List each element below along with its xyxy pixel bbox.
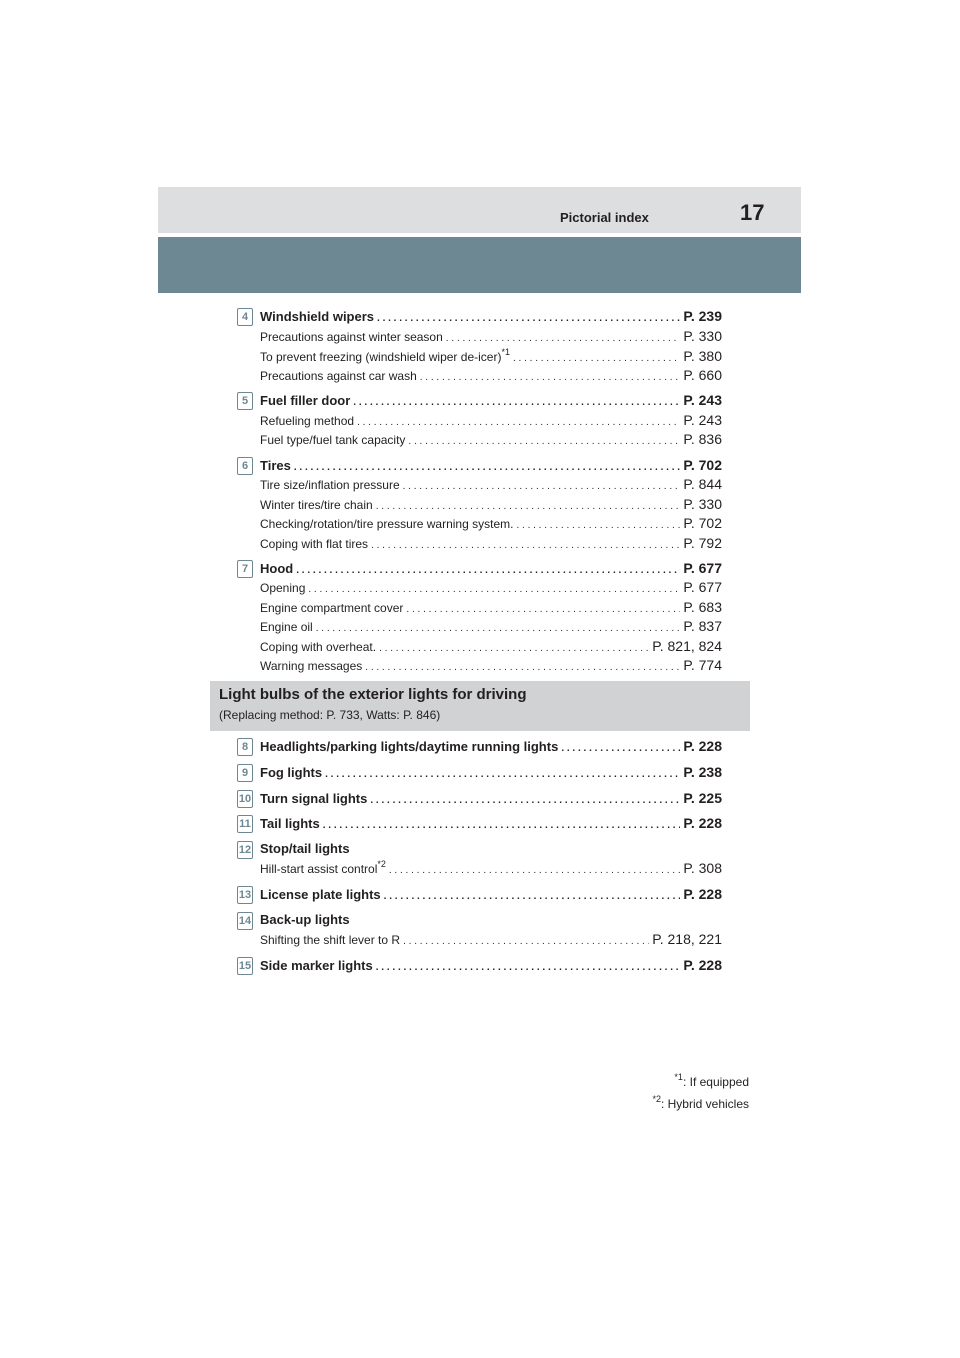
footnote-mark: *2	[377, 859, 386, 869]
entry-page[interactable]: P. 702	[683, 457, 722, 473]
entry-label: Coping with flat tires	[260, 537, 369, 551]
index-entry[interactable]	[260, 815, 722, 831]
index-subentry[interactable]	[260, 347, 722, 364]
entry-label: License plate lights	[260, 887, 381, 902]
index-subentry[interactable]	[260, 599, 722, 615]
entry-page[interactable]: P. 660	[683, 367, 722, 383]
item-number-badge: 8	[237, 738, 253, 756]
entry-page[interactable]: P. 380	[683, 348, 722, 364]
index-subentry[interactable]	[260, 328, 722, 344]
item-number-badge: 5	[237, 392, 253, 410]
entry-label: Checking/rotation/tire pressure warning system.	[260, 517, 514, 531]
item-number-badge: 4	[237, 308, 253, 326]
entry-page[interactable]: P. 238	[683, 764, 722, 780]
entry-label: Tail lights	[260, 816, 320, 831]
entry-label: Tires	[260, 458, 291, 473]
entry-page[interactable]: P. 228	[683, 886, 722, 902]
entry-page[interactable]: P. 243	[683, 392, 722, 408]
entry-page[interactable]: P. 225	[683, 790, 722, 806]
entry-label: Opening	[260, 581, 306, 595]
index-subentry[interactable]	[260, 431, 722, 447]
index-entry[interactable]	[260, 308, 722, 324]
entry-label: Fuel filler door	[260, 393, 351, 408]
entry-page[interactable]: P. 308	[683, 860, 722, 876]
page-title: Pictorial index	[560, 210, 649, 225]
item-number-badge: 11	[237, 815, 253, 833]
item-number-badge: 7	[237, 560, 253, 578]
entry-page[interactable]: P. 228	[683, 815, 722, 831]
entry-label: Engine oil	[260, 620, 313, 634]
entry-label: Turn signal lights	[260, 791, 368, 806]
index-subentry[interactable]	[260, 476, 722, 492]
index-subentry[interactable]	[260, 931, 722, 947]
entry-page[interactable]: P. 228	[683, 738, 722, 754]
footnote-mark: *1	[674, 1072, 683, 1082]
entry-label: Refueling method	[260, 414, 355, 428]
index-subentry[interactable]	[260, 535, 722, 551]
entry-label: Fog lights	[260, 765, 323, 780]
entry-page[interactable]: P. 837	[683, 618, 722, 634]
index-subentry[interactable]	[260, 618, 722, 634]
entry-page[interactable]: P. 844	[683, 476, 722, 492]
item-number-badge: 12	[237, 841, 253, 859]
section-title: Light bulbs of the exterior lights for driving	[219, 686, 527, 703]
item-number-badge: 10	[237, 790, 253, 808]
entry-label: Warning messages	[260, 659, 363, 673]
item-number-badge: 9	[237, 764, 253, 782]
entry-page[interactable]: P. 836	[683, 431, 722, 447]
index-subentry[interactable]	[260, 412, 722, 428]
entry-label: Headlights/parking lights/daytime running lights	[260, 739, 559, 754]
entry-label: Hill-start assist control$^{*2}$	[260, 859, 386, 876]
footnote: $^{*2}$: Hybrid vehicles	[652, 1094, 749, 1111]
header-dark-band	[158, 237, 801, 293]
entry-label: Tire size/inflation pressure	[260, 478, 400, 492]
entry-page[interactable]: P. 677	[683, 560, 722, 576]
index-subentry[interactable]	[260, 859, 722, 876]
entry-label: Back-up lights	[260, 912, 350, 927]
header-band	[158, 187, 801, 233]
index-entry[interactable]	[260, 457, 722, 473]
entry-page[interactable]: P. 330	[683, 496, 722, 512]
index-entry[interactable]	[260, 957, 722, 973]
entry-label: Winter tires/tire chain	[260, 498, 373, 512]
index-subentry[interactable]	[260, 496, 722, 512]
index-subentry[interactable]	[260, 638, 722, 654]
footnote-mark: *1	[501, 347, 510, 357]
item-number-badge: 13	[237, 886, 253, 904]
entry-label: Shifting the shift lever to R	[260, 933, 401, 947]
entry-page[interactable]: P. 239	[683, 308, 722, 324]
entry-label: To prevent freezing (windshield wiper de-icer)$^{*1}$	[260, 347, 510, 364]
item-number-badge: 15	[237, 957, 253, 975]
entry-page[interactable]: P. 677	[683, 579, 722, 595]
entry-label: Hood	[260, 561, 294, 576]
index-entry[interactable]	[260, 560, 722, 576]
entry-label: Precautions against winter season	[260, 330, 443, 344]
item-number-badge: 14	[237, 912, 253, 930]
index-entry[interactable]	[260, 764, 722, 780]
entry-page[interactable]: P. 702	[683, 515, 722, 531]
index-entry[interactable]	[260, 738, 722, 754]
index-entry[interactable]	[260, 790, 722, 806]
entry-label: Fuel type/fuel tank capacity	[260, 433, 406, 447]
index-subentry[interactable]	[260, 515, 722, 531]
index-subentry[interactable]	[260, 657, 722, 673]
index-entry[interactable]	[260, 886, 722, 902]
footnote-mark: *2	[652, 1094, 661, 1104]
entry-page[interactable]: P. 243	[683, 412, 722, 428]
index-subentry[interactable]	[260, 367, 722, 383]
entry-page[interactable]: P. 683	[683, 599, 722, 615]
page-number: 17	[740, 200, 765, 225]
entry-page[interactable]: P. 821, 824	[652, 638, 722, 654]
entry-page[interactable]: P. 330	[683, 328, 722, 344]
entry-label: Side marker lights	[260, 958, 373, 973]
section-subtitle: (Replacing method: P. 733, Watts: P. 846)	[219, 708, 441, 722]
index-subentry[interactable]	[260, 579, 722, 595]
entry-page[interactable]: P. 792	[683, 535, 722, 551]
entry-label: Engine compartment cover	[260, 601, 404, 615]
footnote: $^{*1}$: If equipped	[674, 1072, 749, 1089]
item-number-badge: 6	[237, 457, 253, 475]
entry-label: Coping with overheat.	[260, 640, 377, 654]
entry-label: Precautions against car wash	[260, 369, 417, 383]
index-entry[interactable]	[260, 392, 722, 408]
entry-label: Stop/tail lights	[260, 841, 350, 856]
entry-label: Windshield wipers	[260, 309, 375, 324]
entry-page[interactable]: P. 774	[683, 657, 722, 673]
entry-page[interactable]: P. 218, 221	[652, 931, 722, 947]
entry-page[interactable]: P. 228	[683, 957, 722, 973]
